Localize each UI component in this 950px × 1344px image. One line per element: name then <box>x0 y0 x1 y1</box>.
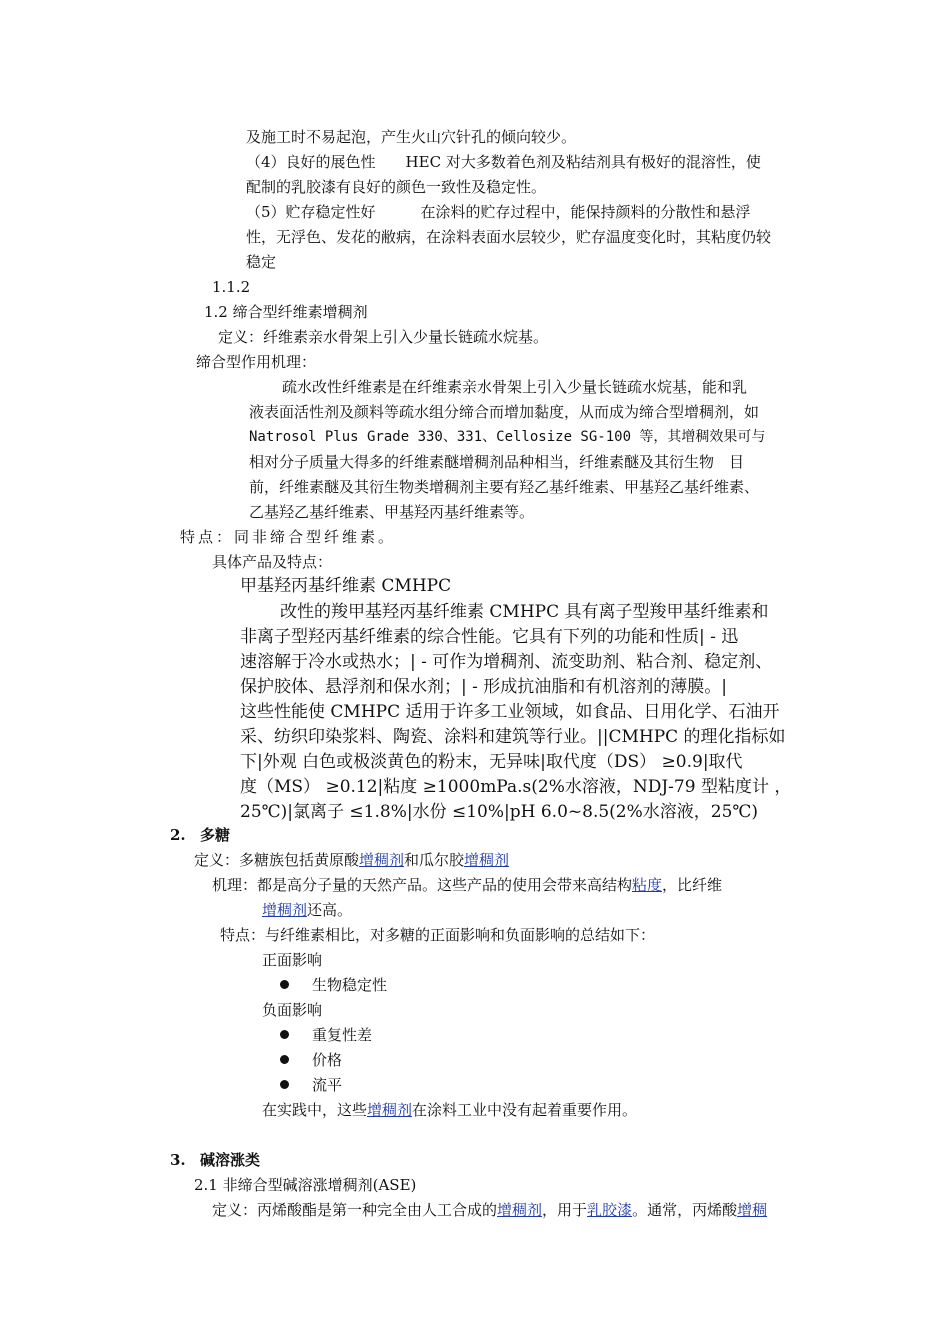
link[interactable]: 增稠剂 <box>497 1201 543 1219</box>
text-line: 特点：与纤维素相比，对多糖的正面影响和负面影响的总结如下： <box>220 926 656 944</box>
bullet-icon <box>280 1055 289 1064</box>
link[interactable]: 增稠剂 <box>367 1101 413 1119</box>
text-line <box>212 1200 767 1220</box>
text-line: 采、纺织印染浆料、陶瓷、涂料和建筑等行业。||CMHPC 的理化指标如 <box>240 727 786 747</box>
list-item: 重复性差 <box>312 1026 373 1044</box>
text-line: 具体产品及特点： <box>212 553 333 571</box>
list-heading: 正面影响 <box>262 951 323 969</box>
product-title: 甲基羟丙基纤维素 CMHPC <box>240 576 452 596</box>
text-span: ，比纤维 <box>662 876 723 894</box>
link[interactable]: 乳胶漆 <box>587 1201 633 1219</box>
text-line: 前，纤维素醚及其衍生物类增稠剂主要有羟乙基纤维素、甲基羟乙基纤维素、 <box>249 478 760 496</box>
text-line: （4）良好的展色性 HEC 对大多数着色剂及粘结剂具有极好的混溶性，使 <box>246 153 761 171</box>
link[interactable]: 粘度 <box>632 876 663 894</box>
text-line: 速溶解于冷水或热水；| - 可作为增稠剂、流变助剂、粘合剂、稳定剂、 <box>240 652 773 672</box>
text-span: 和瓜尔胶 <box>404 851 465 869</box>
text-line: 乙基羟乙基纤维素、甲基羟丙基纤维素等。 <box>249 503 535 521</box>
text-line: Natrosol Plus Grade 330、331、Cellosize SG-100 等，其增稠效果可与 <box>249 429 766 445</box>
text-span: 。通常，丙烯酸 <box>632 1201 738 1219</box>
link[interactable]: 增稠 <box>737 1201 768 1219</box>
bullet-icon <box>280 980 289 989</box>
text-line: 特点：同非缔合型纤维素。 <box>180 528 397 546</box>
text-line: 性，无浮色、发花的敝病，在涂料表面水层较少，贮存温度变化时，其粘度仍较 <box>246 228 772 246</box>
text-line: 疏水改性纤维素是在纤维素亲水骨架上引入少量长链疏水烷基，能和乳 <box>282 378 748 396</box>
text-line <box>194 850 509 870</box>
text-span: 机理：都是高分子量的天然产品。这些产品的使用会带来高结构 <box>212 876 633 894</box>
heading-number: 3. <box>170 1151 186 1169</box>
section-heading: 碱溶涨类 <box>200 1151 261 1169</box>
text-line <box>262 900 352 920</box>
section-heading: 多糖 <box>200 826 231 844</box>
bullet-icon <box>280 1080 289 1089</box>
subsection-heading: 2.1 非缔合型碱溶涨增稠剂(ASE) <box>194 1176 417 1194</box>
text-line: 缔合型作用机理： <box>196 353 317 371</box>
link[interactable]: 增稠剂 <box>262 901 308 919</box>
text-span: 在实践中，这些 <box>262 1101 368 1119</box>
text-line: 相对分子质量大得多的纤维素醚增稠剂品种相当，纤维素醚及其衍生物 目 <box>249 453 745 471</box>
text-line: 及施工时不易起泡，产生火山穴针孔的倾向较少。 <box>246 128 577 146</box>
text-line: 定义：纤维素亲水骨架上引入少量长链疏水烷基。 <box>218 328 549 346</box>
text-span: ，用于 <box>542 1201 588 1219</box>
list-item: 生物稳定性 <box>312 976 388 994</box>
text-line: 下|外观 白色或极淡黄色的粉末，无异味|取代度（DS） ≥0.9|取代 <box>240 752 743 772</box>
section-heading: 1.2 缔合型纤维素增稠剂 <box>204 303 368 321</box>
text-line: 25℃)|氯离子 ≤1.8%|水份 ≤10%|pH 6.0~8.5(2%水溶液，25℃) <box>240 802 759 822</box>
text-line: 液表面活性剂及颜料等疏水组分缔合而增加黏度，从而成为缔合型增稠剂，如 <box>249 403 760 421</box>
text-span: 在涂料工业中没有起着重要作用。 <box>412 1101 638 1119</box>
list-item: 价格 <box>312 1051 343 1069</box>
list-heading: 负面影响 <box>262 1001 323 1019</box>
text-line: 稳定 <box>246 253 277 271</box>
text-span: 定义：丙烯酸酯是第一种完全由人工合成的 <box>212 1201 498 1219</box>
text-line: 这些性能使 CMHPC 适用于许多工业领域，如食品、日用化学、石油开 <box>240 702 780 722</box>
text-line: 配制的乳胶漆有良好的颜色一致性及稳定性。 <box>246 178 547 196</box>
text-span: 定义：多糖族包括黄原酸 <box>194 851 360 869</box>
text-line <box>262 1100 637 1120</box>
bullet-icon <box>280 1030 289 1039</box>
text-line: 非离子型羟丙基纤维素的综合性能。它具有下列的功能和性质| - 迅 <box>240 627 739 647</box>
text-line: 保护胶体、悬浮剂和保水剂；| - 形成抗油脂和有机溶剂的薄膜。| <box>240 677 728 697</box>
link[interactable]: 增稠剂 <box>464 851 510 869</box>
text-line: 改性的羧甲基羟丙基纤维素 CMHPC 具有离子型羧甲基纤维素和 <box>280 602 769 622</box>
text-line: 度（MS） ≥0.12|粘度 ≥1000mPa.s(2%水溶液，NDJ-79 型粘度计 ， <box>240 777 792 797</box>
text-line: （5）贮存稳定性好 在涂料的贮存过程中，能保持颜料的分散性和悬浮 <box>246 203 751 221</box>
text-line <box>212 875 722 895</box>
section-number: 1.1.2 <box>212 278 251 296</box>
list-item: 流平 <box>312 1076 343 1094</box>
heading-number: 2. <box>170 826 186 844</box>
text-span: 还高。 <box>307 901 353 919</box>
link[interactable]: 增稠剂 <box>359 851 405 869</box>
